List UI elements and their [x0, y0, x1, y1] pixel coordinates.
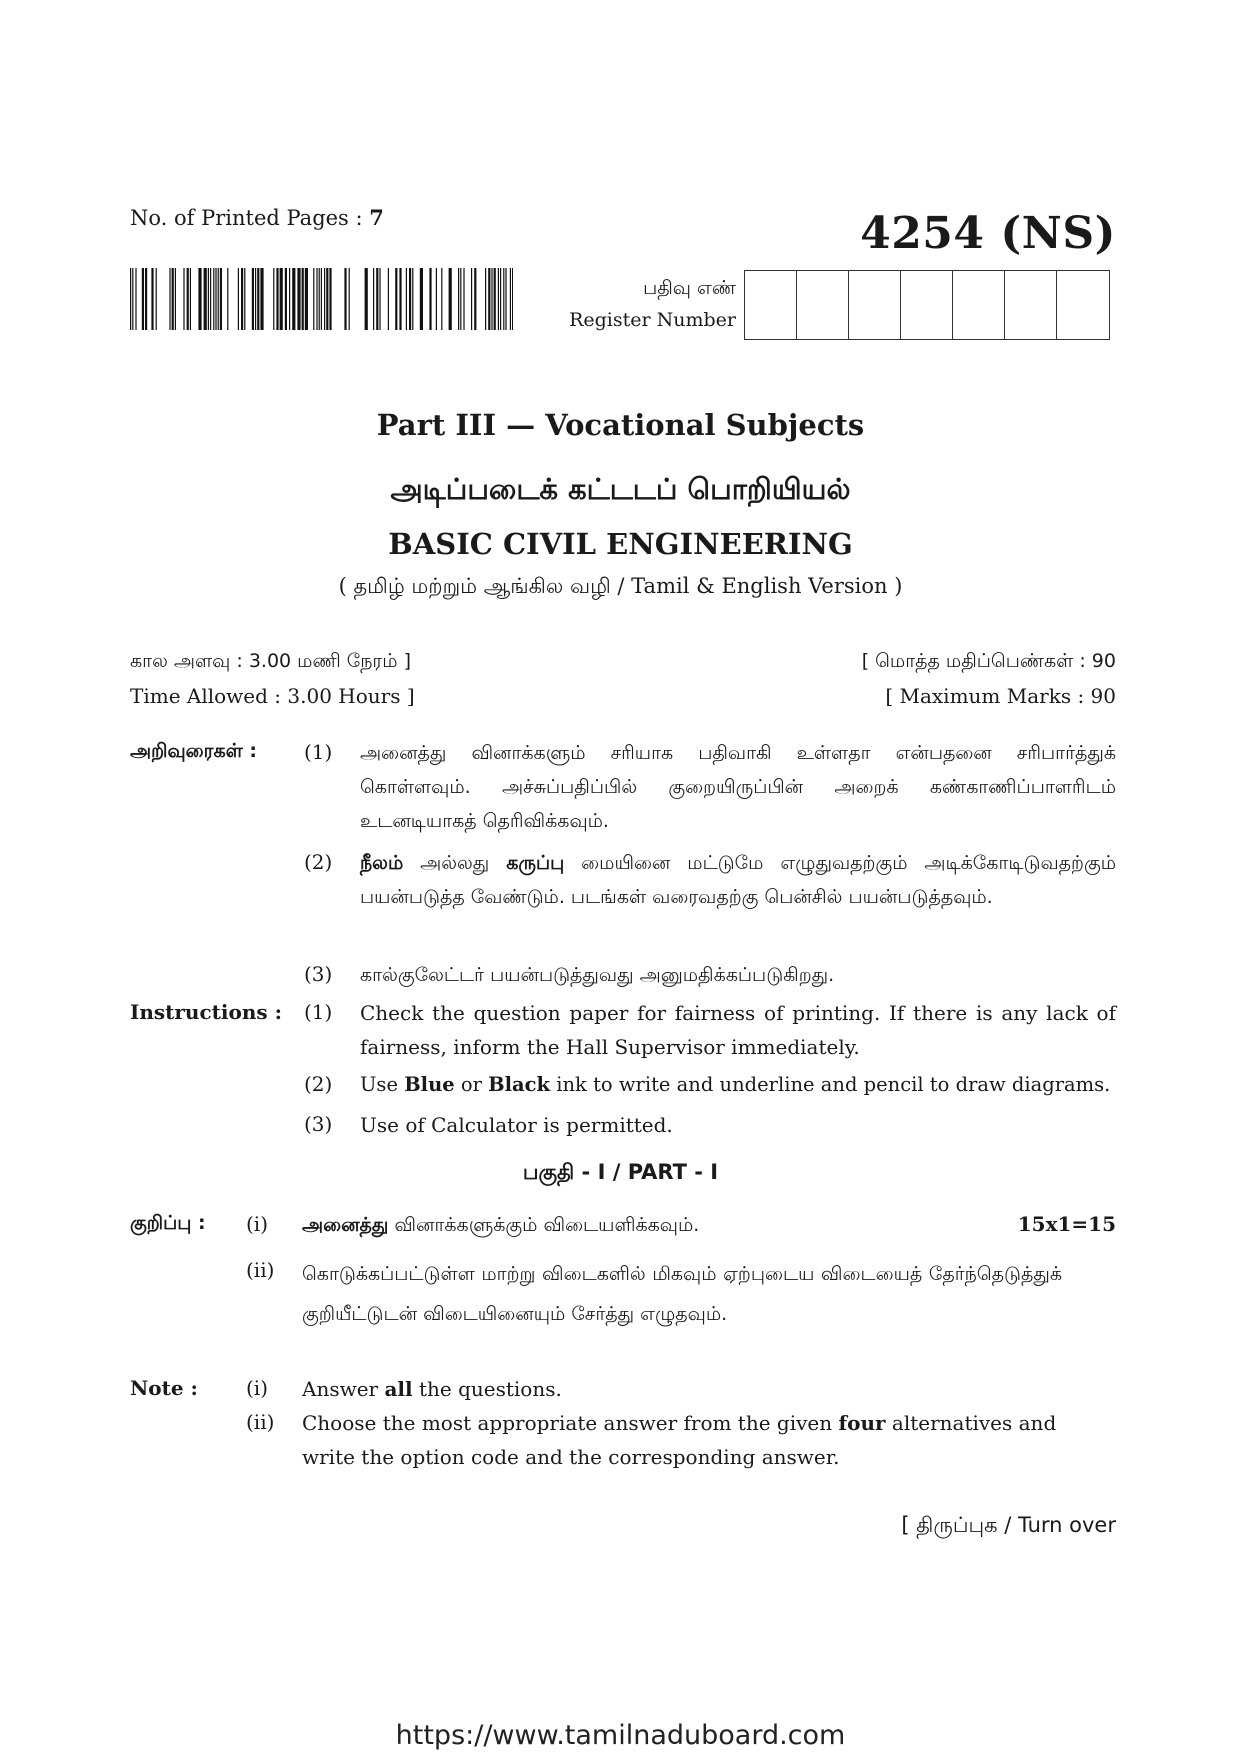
section-marks: 15x1=15 [1017, 1212, 1116, 1236]
instr-tamil-text-1: அனைத்து வினாக்களும் சரியாக பதிவாகி உள்ளதா என்பதனை சரிபார்த்துக் கொள்ளவும். அச்சுப்பதிப்பில் குறையிருப்பின் அறைக் கண்காணிப்பாளரிடம் உடனடியாகத் தெரிவிக்கவும். [360, 742, 1116, 832]
instr-tamil-num-1: (1) [304, 740, 333, 764]
register-digit-box[interactable] [849, 271, 901, 339]
note-tamil-text-2: கொடுக்கப்பட்டுள்ள மாற்று விடைகளில் மிகவும் ஏற்புடைய விடையைத் தேர்ந்தெடுத்துக் குறியீட்டுடன் விடையினையும் சேர்த்து எழுதவும். [302, 1263, 1062, 1325]
instr-tamil-num-2: (2) [304, 850, 333, 874]
instructions-english [130, 1000, 1116, 1140]
instr-english-text-1: Check the question paper for fairness of printing. If there is any lack of fairness, inform the Hall Supervisor immediately. [360, 1001, 1116, 1059]
all-word-tamil: அனைத்து [302, 1214, 389, 1236]
printed-pages-info [130, 205, 384, 230]
note-tamil-text-1 [302, 1208, 1062, 1242]
instr-english-num-3: (3) [304, 1112, 333, 1136]
text-segment: மையினை மட்டுமே எழுதுவதற்கும் அடிக்கோடிடுவதற்கும் பயன்படுத்த வேண்டும். படங்கள் வரைவதற்கு பென்சில் பயன்படுத்தவும். [360, 852, 1117, 908]
text-segment: வினாக்களுக்கும் விடையளிக்கவும். [388, 1214, 700, 1236]
instr-tamil-text-2 [360, 846, 1116, 914]
barcode-image [130, 268, 513, 330]
note-tamil [130, 1212, 1116, 1362]
part-title: Part III — Vocational Subjects [376, 408, 865, 442]
black-word: Black [488, 1073, 551, 1096]
note-english-heading: Note : [130, 1376, 198, 1400]
register-digit-box[interactable] [953, 271, 1005, 339]
register-digit-box[interactable] [1057, 271, 1109, 339]
note-tamil-num-1: (i) [246, 1212, 269, 1236]
blue-word: Blue [404, 1073, 455, 1096]
text-segment: Use [360, 1073, 405, 1096]
register-digit-box[interactable] [1005, 271, 1057, 339]
time-english: Time Allowed : 3.00 Hours ] [130, 684, 415, 708]
text-segment: the questions. [412, 1377, 562, 1401]
subject-title-tamil: அடிப்படைக் கட்டடப் பொறியியல் [390, 472, 851, 506]
register-digit-box[interactable] [745, 271, 797, 339]
subject-title-english: BASIC CIVIL ENGINEERING [388, 527, 853, 561]
register-label-tamil: பதிவு எண் [643, 277, 736, 299]
register-labels [556, 272, 736, 336]
text-segment: Answer [302, 1377, 385, 1401]
note-tamil-heading: குறிப்பு : [130, 1212, 206, 1234]
instr-english-text-2 [360, 1068, 1116, 1102]
four-word: four [838, 1411, 886, 1435]
text-segment: alternatives and write the option code and the corresponding answer. [302, 1411, 1057, 1469]
note-tamil-num-2: (ii) [246, 1258, 275, 1282]
text-segment: or [454, 1073, 489, 1096]
black-word-tamil: கருப்பு [506, 852, 565, 874]
note-english-num-2: (ii) [246, 1410, 275, 1434]
note-english-text-2 [302, 1406, 1062, 1474]
text-segment: ink to write and underline and pencil to draw diagrams. [550, 1073, 1111, 1096]
marks-english: [ Maximum Marks : 90 [885, 684, 1116, 708]
printed-pages-value: 7 [369, 205, 384, 230]
note-english-text-1 [302, 1372, 1062, 1406]
paper-code: 4254 (NS) [860, 208, 1116, 259]
website-url[interactable]: https://www.tamilnaduboard.com [395, 1720, 846, 1751]
instr-english-num-2: (2) [304, 1072, 333, 1096]
instr-english-text-3: Use of Calculator is permitted. [360, 1113, 673, 1137]
blue-word-tamil: நீலம் [360, 852, 404, 874]
text-segment: Choose the most appropriate answer from the given [302, 1411, 839, 1435]
turn-over-label: [ திருப்புக / Turn over [901, 1513, 1116, 1537]
register-digit-box[interactable] [797, 271, 849, 339]
register-digit-box[interactable] [901, 271, 953, 339]
marks-tamil: [ மொத்த மதிப்பெண்கள் : 90 [861, 650, 1116, 672]
note-english-num-1: (i) [246, 1376, 269, 1400]
instructions-english-heading: Instructions : [130, 1000, 282, 1024]
text-segment: அல்லது [403, 852, 507, 874]
register-number-boxes[interactable] [744, 270, 1110, 340]
all-word: all [384, 1377, 413, 1401]
instructions-tamil [130, 740, 1117, 986]
printed-pages-label: No. of Printed Pages : [130, 206, 363, 230]
part-one-heading: பகுதி - I / PART - I [522, 1160, 719, 1184]
instr-english-num-1: (1) [304, 1000, 333, 1024]
register-label-english: Register Number [569, 309, 736, 331]
version-line: ( தமிழ் மற்றும் ஆங்கில வழி / Tamil & English Version ) [338, 574, 903, 598]
instr-tamil-num-3: (3) [304, 962, 333, 986]
instructions-tamil-heading: அறிவுரைகள் : [130, 740, 257, 762]
time-tamil: கால அளவு : 3.00 மணி நேரம் ] [130, 650, 411, 672]
instr-tamil-text-3: கால்குலேட்டர் பயன்படுத்துவது அனுமதிக்கப்படுகிறது. [360, 964, 835, 986]
note-english [130, 1376, 1116, 1486]
